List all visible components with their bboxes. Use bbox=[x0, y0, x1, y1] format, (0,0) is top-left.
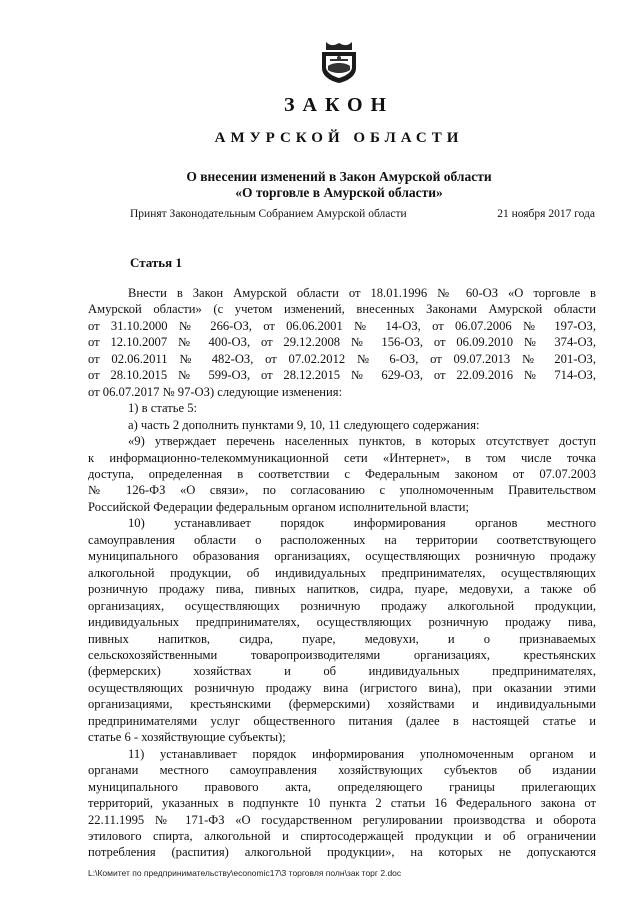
body-line: муниципального правового акта, определяющего границы прилегающих bbox=[88, 779, 596, 794]
law-title: ЗАКОН bbox=[283, 94, 395, 116]
body-line: № 126-ФЗ «О связи», по согласованию с уполномоченным Правительством bbox=[88, 483, 596, 498]
body-line: от 28.10.2015 № 599-ОЗ, от 28.12.2015 № 629-ОЗ, от 22.09.2016 № 714-ОЗ, bbox=[88, 368, 596, 383]
body-line: Амурской области» (с учетом изменений, внесенных Законами Амурской области bbox=[88, 302, 596, 317]
coat-of-arms-icon bbox=[318, 40, 360, 84]
region-title: АМУРСКОЙ ОБЛАСТИ bbox=[214, 130, 464, 146]
body-line: а) часть 2 дополнить пунктами 9, 10, 11 следующего содержания: bbox=[128, 417, 480, 432]
body-line: пивных напитков, сидра, пуаре, медовухи, и о признаваемых bbox=[88, 631, 596, 646]
body-line: от 02.06.2011 № 482-ОЗ, от 07.02.2012 № 6-ОЗ, от 09.07.2013 № 201-ОЗ, bbox=[88, 351, 596, 366]
adoption-date: 21 ноября 2017 года bbox=[497, 208, 595, 220]
body-line: предпринимателями услуг общественного питания (далее в настоящей статье и bbox=[88, 713, 596, 728]
body-line: 1) в статье 5: bbox=[128, 401, 198, 416]
body-line: этилового спирта, алкогольной и спиртосодержащей продукции и об ограничении bbox=[88, 828, 596, 843]
body-line: розничную продажу пива, пивных напитков, сидра, пуаре, медовухи, а также об bbox=[88, 582, 596, 597]
body-line: Российской Федерации федеральным органом исполнительной власти; bbox=[88, 499, 470, 514]
adopted-by: Принят Законодательным Собранием Амурской области bbox=[130, 208, 407, 220]
body-line: 11) устанавливает порядок информирования уполномоченным органом и bbox=[128, 746, 596, 761]
body-line: к информационно-телекоммуникационной сети «Интернет», в том числе точка bbox=[88, 450, 596, 465]
body-line: Внести в Закон Амурской области от 18.01.1996 № 60-ОЗ «О торговле в bbox=[128, 286, 596, 300]
article-body bbox=[88, 285, 596, 861]
law-subject-line-1: О внесении изменений в Закон Амурской области bbox=[186, 169, 492, 184]
body-line: (фермерских) хозяйствах и об индивидуальных предпринимателях, bbox=[88, 664, 596, 679]
body-line: от 31.10.2000 № 266-ОЗ, от 06.06.2001 № 14-ОЗ, от 06.07.2006 № 197-ОЗ, bbox=[88, 318, 596, 333]
body-line: организациями, крестьянскими (фермерскими) хозяйствами и индивидуальными bbox=[88, 697, 596, 712]
article-heading: Статья 1 bbox=[130, 255, 182, 270]
body-line: самоуправления области о расположенных на территории соответствующего bbox=[88, 532, 596, 547]
body-line: от 06.07.2017 № 97-ОЗ) следующие изменения: bbox=[88, 384, 343, 399]
body-line: индивидуальных предпринимателях, осуществляющих розничную продажу пива, bbox=[88, 615, 596, 630]
adoption-line bbox=[130, 208, 595, 220]
body-line: «9) утверждает перечень населенных пунктов, в которых отсутствует доступ bbox=[128, 434, 596, 449]
body-line: доступа, определенная в соответствии с Федеральным законом от 07.07.2003 bbox=[88, 466, 596, 481]
body-line: потребления (распития) алкогольной продукции», на которых не допускаются bbox=[88, 845, 596, 860]
body-line: 10) устанавливает порядок информирования органов местного bbox=[128, 516, 596, 531]
body-line: организациях, осуществляющих розничную продажу алкогольной продукции, bbox=[88, 598, 596, 613]
body-line: муниципального образования организациях, осуществляющих розничную продажу bbox=[88, 549, 596, 564]
body-line: сельскохозяйственными товаропроизводителями организациях, крестьянских bbox=[88, 647, 596, 662]
law-subject-line-2: «О торговле в Амурской области» bbox=[235, 185, 443, 200]
body-line: территорий, указанных в подпункте 10 пункта 2 статьи 16 Федерального закона от bbox=[88, 796, 596, 811]
body-line: от 12.10.2007 № 400-ОЗ, от 29.12.2008 № 156-ОЗ, от 06.09.2010 № 374-ОЗ, bbox=[88, 335, 596, 350]
body-line: статье 6 - хозяйствующие субъекты); bbox=[88, 730, 286, 745]
file-path-footer: L:\Комитет по предпринимательству\economic17\3 торговля полн\зак торг 2.doc bbox=[88, 868, 402, 878]
body-line: органами местного самоуправления хозяйствующих субъектов об издании bbox=[88, 763, 596, 778]
body-line: алкогольной продукции, об индивидуальных предпринимателях, осуществляющих bbox=[88, 565, 596, 580]
body-line: 22.11.1995 № 171-ФЗ «О государственном регулировании производства и оборота bbox=[88, 812, 596, 827]
body-line: осуществляющих розничную продажу вина (игристого вина), при оказании этими bbox=[88, 680, 596, 695]
law-subject bbox=[0, 169, 640, 201]
